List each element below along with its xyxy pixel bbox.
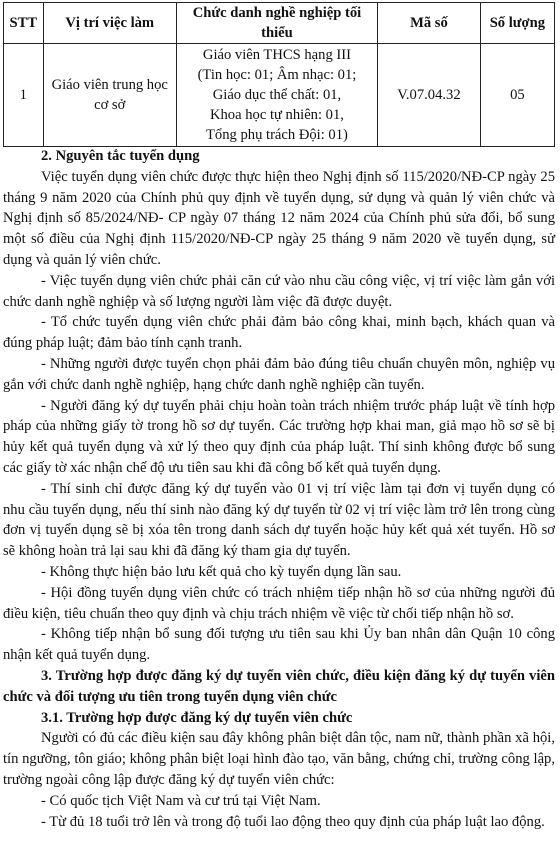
chuc-danh-line: Giáo dục thể chất: 01, xyxy=(212,87,342,103)
cell-ma-so: V.07.04.32 xyxy=(378,44,481,147)
paragraph: - Thí sinh chỉ được đăng ký dự tuyển vào 01 vị trí việc làm tại đơn vị tuyển dụng có nhu cầu tuyển dụng, nếu thí sinh nào đăng ký dự tuyển từ 02 vị trí việc làm trở lên trong cùng đơn vị tuyển dụng sẽ bị xóa tên trong danh sách dự tuyển hoặc hủy kết quả xét tuyển. Hồ sơ sẽ không hoàn trả lại sau khi đã đăng ký tham gia dự tuyển. xyxy=(3,480,555,560)
header-stt: STT xyxy=(4,3,44,44)
paragraph: - Những người được tuyển chọn phải đảm bảo đúng tiêu chuẩn chuyên môn, nghiệp vụ gắn với chức danh nghề nghiệp, hạng chức danh nghề nghiệp cần tuyển. xyxy=(3,355,555,393)
recruitment-table xyxy=(3,2,555,147)
table-row xyxy=(4,44,555,147)
paragraph: Việc tuyển dụng viên chức được thực hiện theo Nghị định số 115/2020/NĐ-CP ngày 25 tháng 9 năm 2020 của Chính phủ quy định về tuyển dụng, sử dụng và quản lý viên chức và Nghị định số 85/2024/NĐ- CP ngày 07 tháng 12 năm 2024 của Chính phủ sửa đổi, bổ sung một số điều của Nghị định 115/2020/NĐ-CP ngày 25 tháng 9 năm 2020 về tuyển dụng, sử dụng và quản lý viên chức. xyxy=(3,168,555,268)
section-3-heading: 3. Trường hợp được đăng ký dự tuyển viên chức, điều kiện đăng ký dự tuyển viên chức và đối tượng ưu tiên trong tuyển dụng viên chức xyxy=(3,667,555,705)
header-vi-tri: Vị trí việc làm xyxy=(43,3,176,44)
paragraph: Người có đủ các điều kiện sau đây không phân biệt dân tộc, nam nữ, thành phần xã hội, tín ngưỡng, tôn giáo; không phân biệt loại hình đào tạo, văn bằng, chứng chỉ, trường công lập, trường ngoài công lập được đăng ký dự tuyển viên chức: xyxy=(3,730,555,788)
cell-stt: 1 xyxy=(4,44,44,147)
cell-vi-tri xyxy=(43,44,176,147)
chuc-danh-line: Giáo viên THCS hạng III xyxy=(202,47,351,63)
chuc-danh-line: Tổng phụ trách Đội: 01) xyxy=(206,127,348,143)
cell-chuc-danh xyxy=(176,44,377,147)
header-so-luong: Số lượng xyxy=(480,3,554,44)
paragraph: - Có quốc tịch Việt Nam và cư trú tại Việt Nam. xyxy=(41,792,321,809)
table-header-row xyxy=(4,3,555,44)
paragraph: - Không tiếp nhận bổ sung đối tượng ưu tiên sau khi Ủy ban nhân dân Quận 10 công nhận kết quả tuyển dụng. xyxy=(3,626,555,664)
document-body xyxy=(3,146,555,832)
header-ma-so: Mã số xyxy=(378,3,481,44)
chuc-danh-line: (Tin học: 01; Âm nhạc: 01; xyxy=(197,67,357,83)
paragraph: - Tổ chức tuyển dụng viên chức phải đảm bảo công khai, minh bạch, khách quan và đúng pháp luật; đảm bảo tính cạnh tranh. xyxy=(3,314,555,352)
paragraph: - Việc tuyển dụng viên chức phải căn cứ vào nhu cầu công việc, vị trí việc làm gắn với chức danh nghề nghiệp và số lượng người làm việc đã được duyệt. xyxy=(3,272,555,310)
paragraph: - Người đăng ký dự tuyển phải chịu hoàn toàn trách nhiệm trước pháp luật về tính hợp pháp của những giấy tờ trong hồ sơ dự tuyển. Các trường hợp khai man, giả mạo hồ sơ sẽ bị hủy kết quả tuyển dụng và xử lý theo quy định của pháp luật. Thí sinh không được bổ sung các giấy tờ xác nhận chế độ ưu tiên sau khi đã công bố kết quả tuyển dụng. xyxy=(3,397,555,476)
paragraph: - Không thực hiện bảo lưu kết quả cho kỳ tuyển dụng lần sau. xyxy=(41,563,402,580)
section-3-1-heading: 3.1. Trường hợp được đăng ký dự tuyển viên chức xyxy=(41,709,353,726)
paragraph: - Hội đồng tuyển dụng viên chức có trách nhiệm tiếp nhận hồ sơ của những người đủ điều kiện, tiêu chuẩn theo quy định và chịu trách nhiệm về việc từ chối tiếp nhận hồ sơ. xyxy=(3,584,555,622)
header-chuc-danh: Chức danh nghề nghiệp tối thiểu xyxy=(176,3,377,44)
chuc-danh-line: Khoa học tự nhiên: 01, xyxy=(209,107,344,123)
cell-so-luong: 05 xyxy=(480,44,554,147)
section-2-heading: 2. Nguyên tắc tuyển dụng xyxy=(41,148,200,164)
paragraph: - Từ đủ 18 tuổi trở lên và trong độ tuổi lao động theo quy định của pháp luật lao động. xyxy=(41,813,545,830)
cell-vi-tri-text: Giáo viên trung học cơ sở xyxy=(51,77,168,113)
